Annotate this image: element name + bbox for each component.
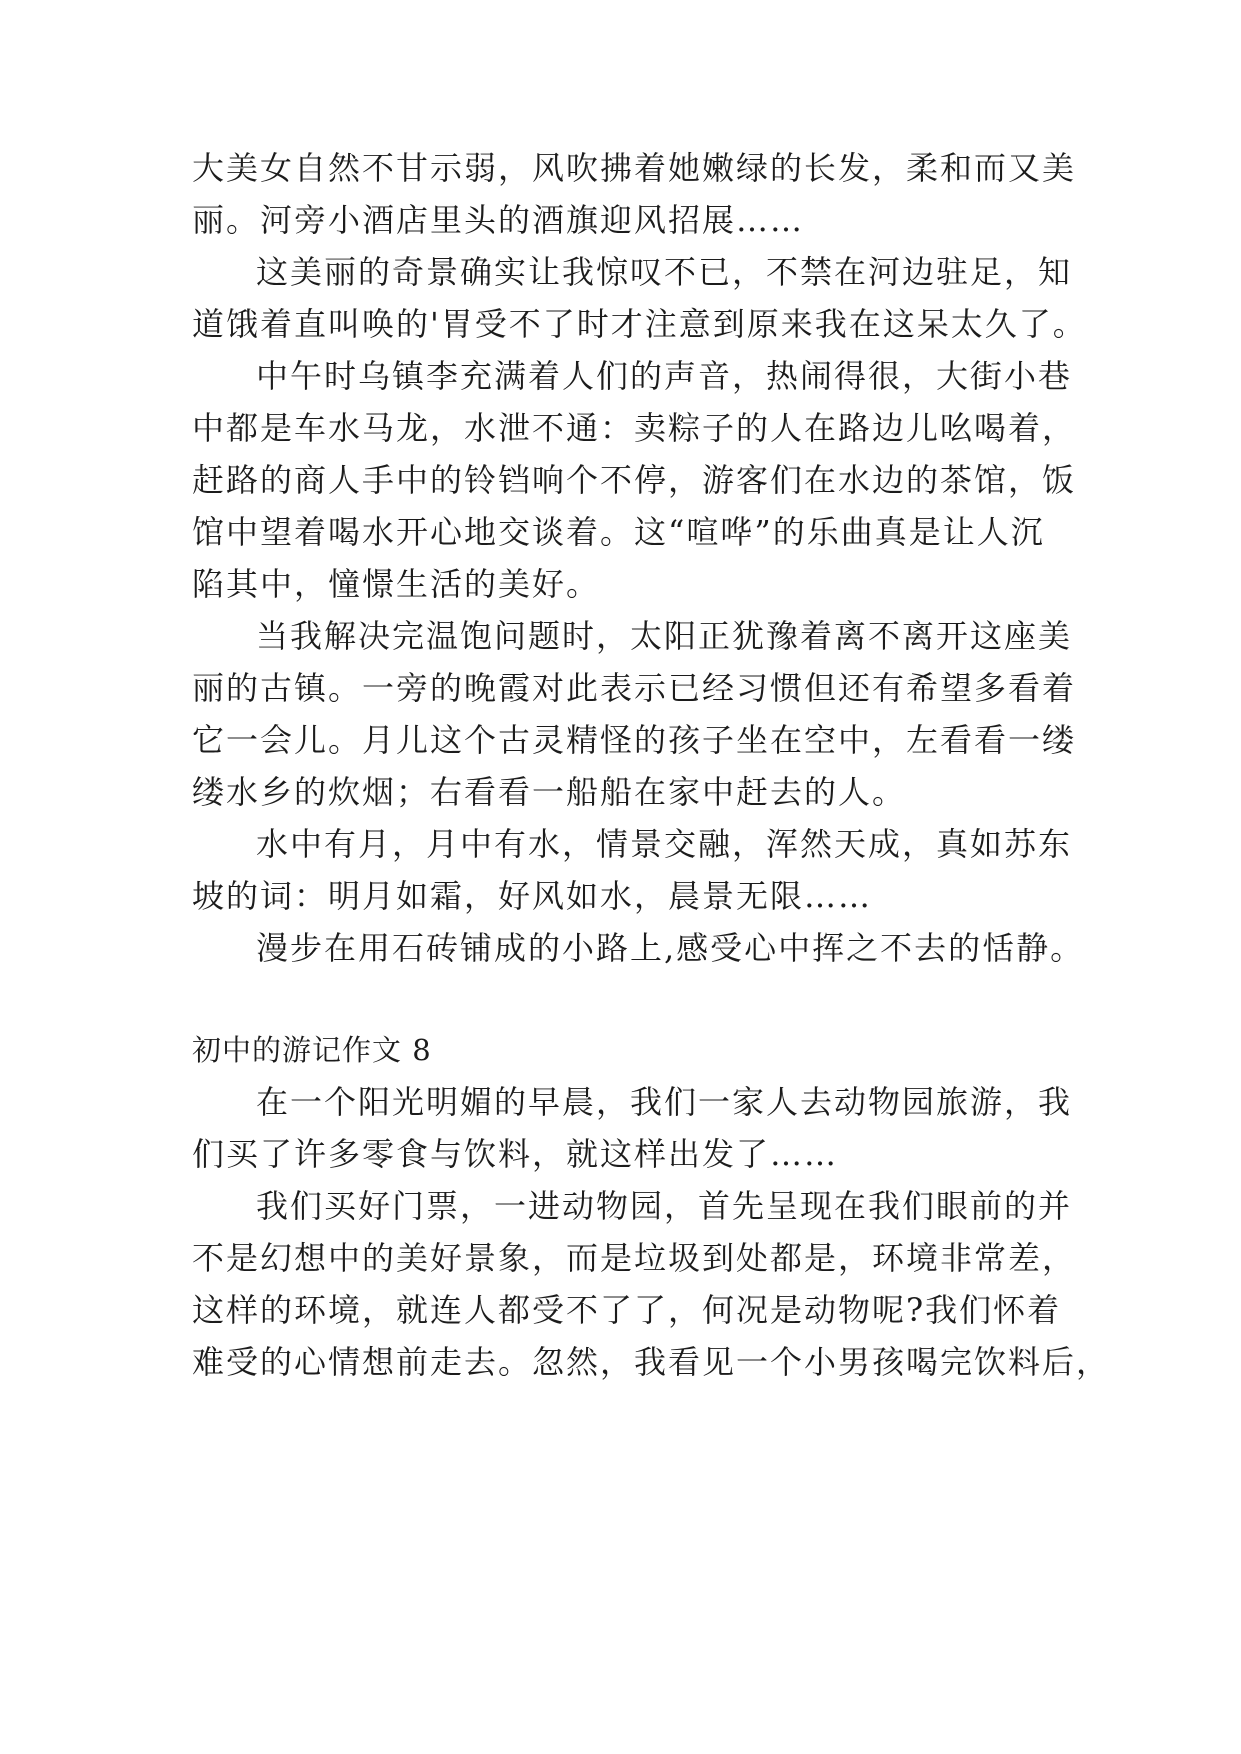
text-line: 坡的词：明月如霜，好风如水，晨景无限…… bbox=[192, 877, 873, 915]
text-line: 们买了许多零食与饮料，就这样出发了…… bbox=[192, 1135, 839, 1173]
text-line: 这样的环境，就连人都受不了了，何况是动物呢?我们怀着 bbox=[192, 1291, 1062, 1329]
text-line: 水中有月，月中有水，情景交融，浑然天成，真如苏东 bbox=[256, 825, 1073, 863]
text-line: 赶路的商人手中的铃铛响个不停，游客们在水边的茶馆，饭 bbox=[192, 461, 1077, 499]
text-line: 丽。河旁小酒店里头的酒旗迎风招展…… bbox=[192, 201, 805, 239]
text-line: 缕水乡的炊烟；右看看一船船在家中赶去的人。 bbox=[192, 773, 907, 811]
section-title: 初中的游记作文 8 bbox=[192, 1033, 432, 1067]
text-line: 馆中望着喝水开心地交谈着。这“喧哗”的乐曲真是让人沉 bbox=[192, 513, 1045, 551]
text-line: 不是幻想中的美好景象，而是垃圾到处都是，环境非常差， bbox=[192, 1239, 1077, 1277]
text-line: 中都是车水马龙，水泄不通：卖粽子的人在路边儿吆喝着， bbox=[192, 409, 1077, 447]
text-line: 在一个阳光明媚的早晨，我们一家人去动物园旅游，我 bbox=[256, 1083, 1073, 1121]
text-line: 这美丽的奇景确实让我惊叹不已，不禁在河边驻足，知 bbox=[256, 253, 1073, 291]
text-line: 我们买好门票，一进动物园，首先呈现在我们眼前的并 bbox=[256, 1187, 1073, 1225]
text-line: 大美女自然不甘示弱，风吹拂着她嫩绿的长发，柔和而又美 bbox=[192, 149, 1077, 187]
text-line: 当我解决完温饱问题时，太阳正犹豫着离不离开这座美 bbox=[256, 617, 1073, 655]
text-line: 丽的古镇。一旁的晚霞对此表示已经习惯但还有希望多看着 bbox=[192, 669, 1077, 707]
text-line: 它一会儿。月儿这个古灵精怪的孩子坐在空中，左看看一缕 bbox=[192, 721, 1077, 759]
text-line: 漫步在用石砖铺成的小路上,感受心中挥之不去的恬静。 bbox=[256, 929, 1085, 967]
text-line: 道饿着直叫唤的'胃受不了时才注意到原来我在这呆太久了。 bbox=[192, 305, 1087, 343]
text-line: 中午时乌镇李充满着人们的声音，热闹得很，大街小巷 bbox=[256, 357, 1073, 395]
text-line: 难受的心情想前走去。忽然，我看见一个小男孩喝完饮料后， bbox=[192, 1343, 1111, 1381]
text-line: 陷其中，憧憬生活的美好。 bbox=[192, 565, 601, 603]
